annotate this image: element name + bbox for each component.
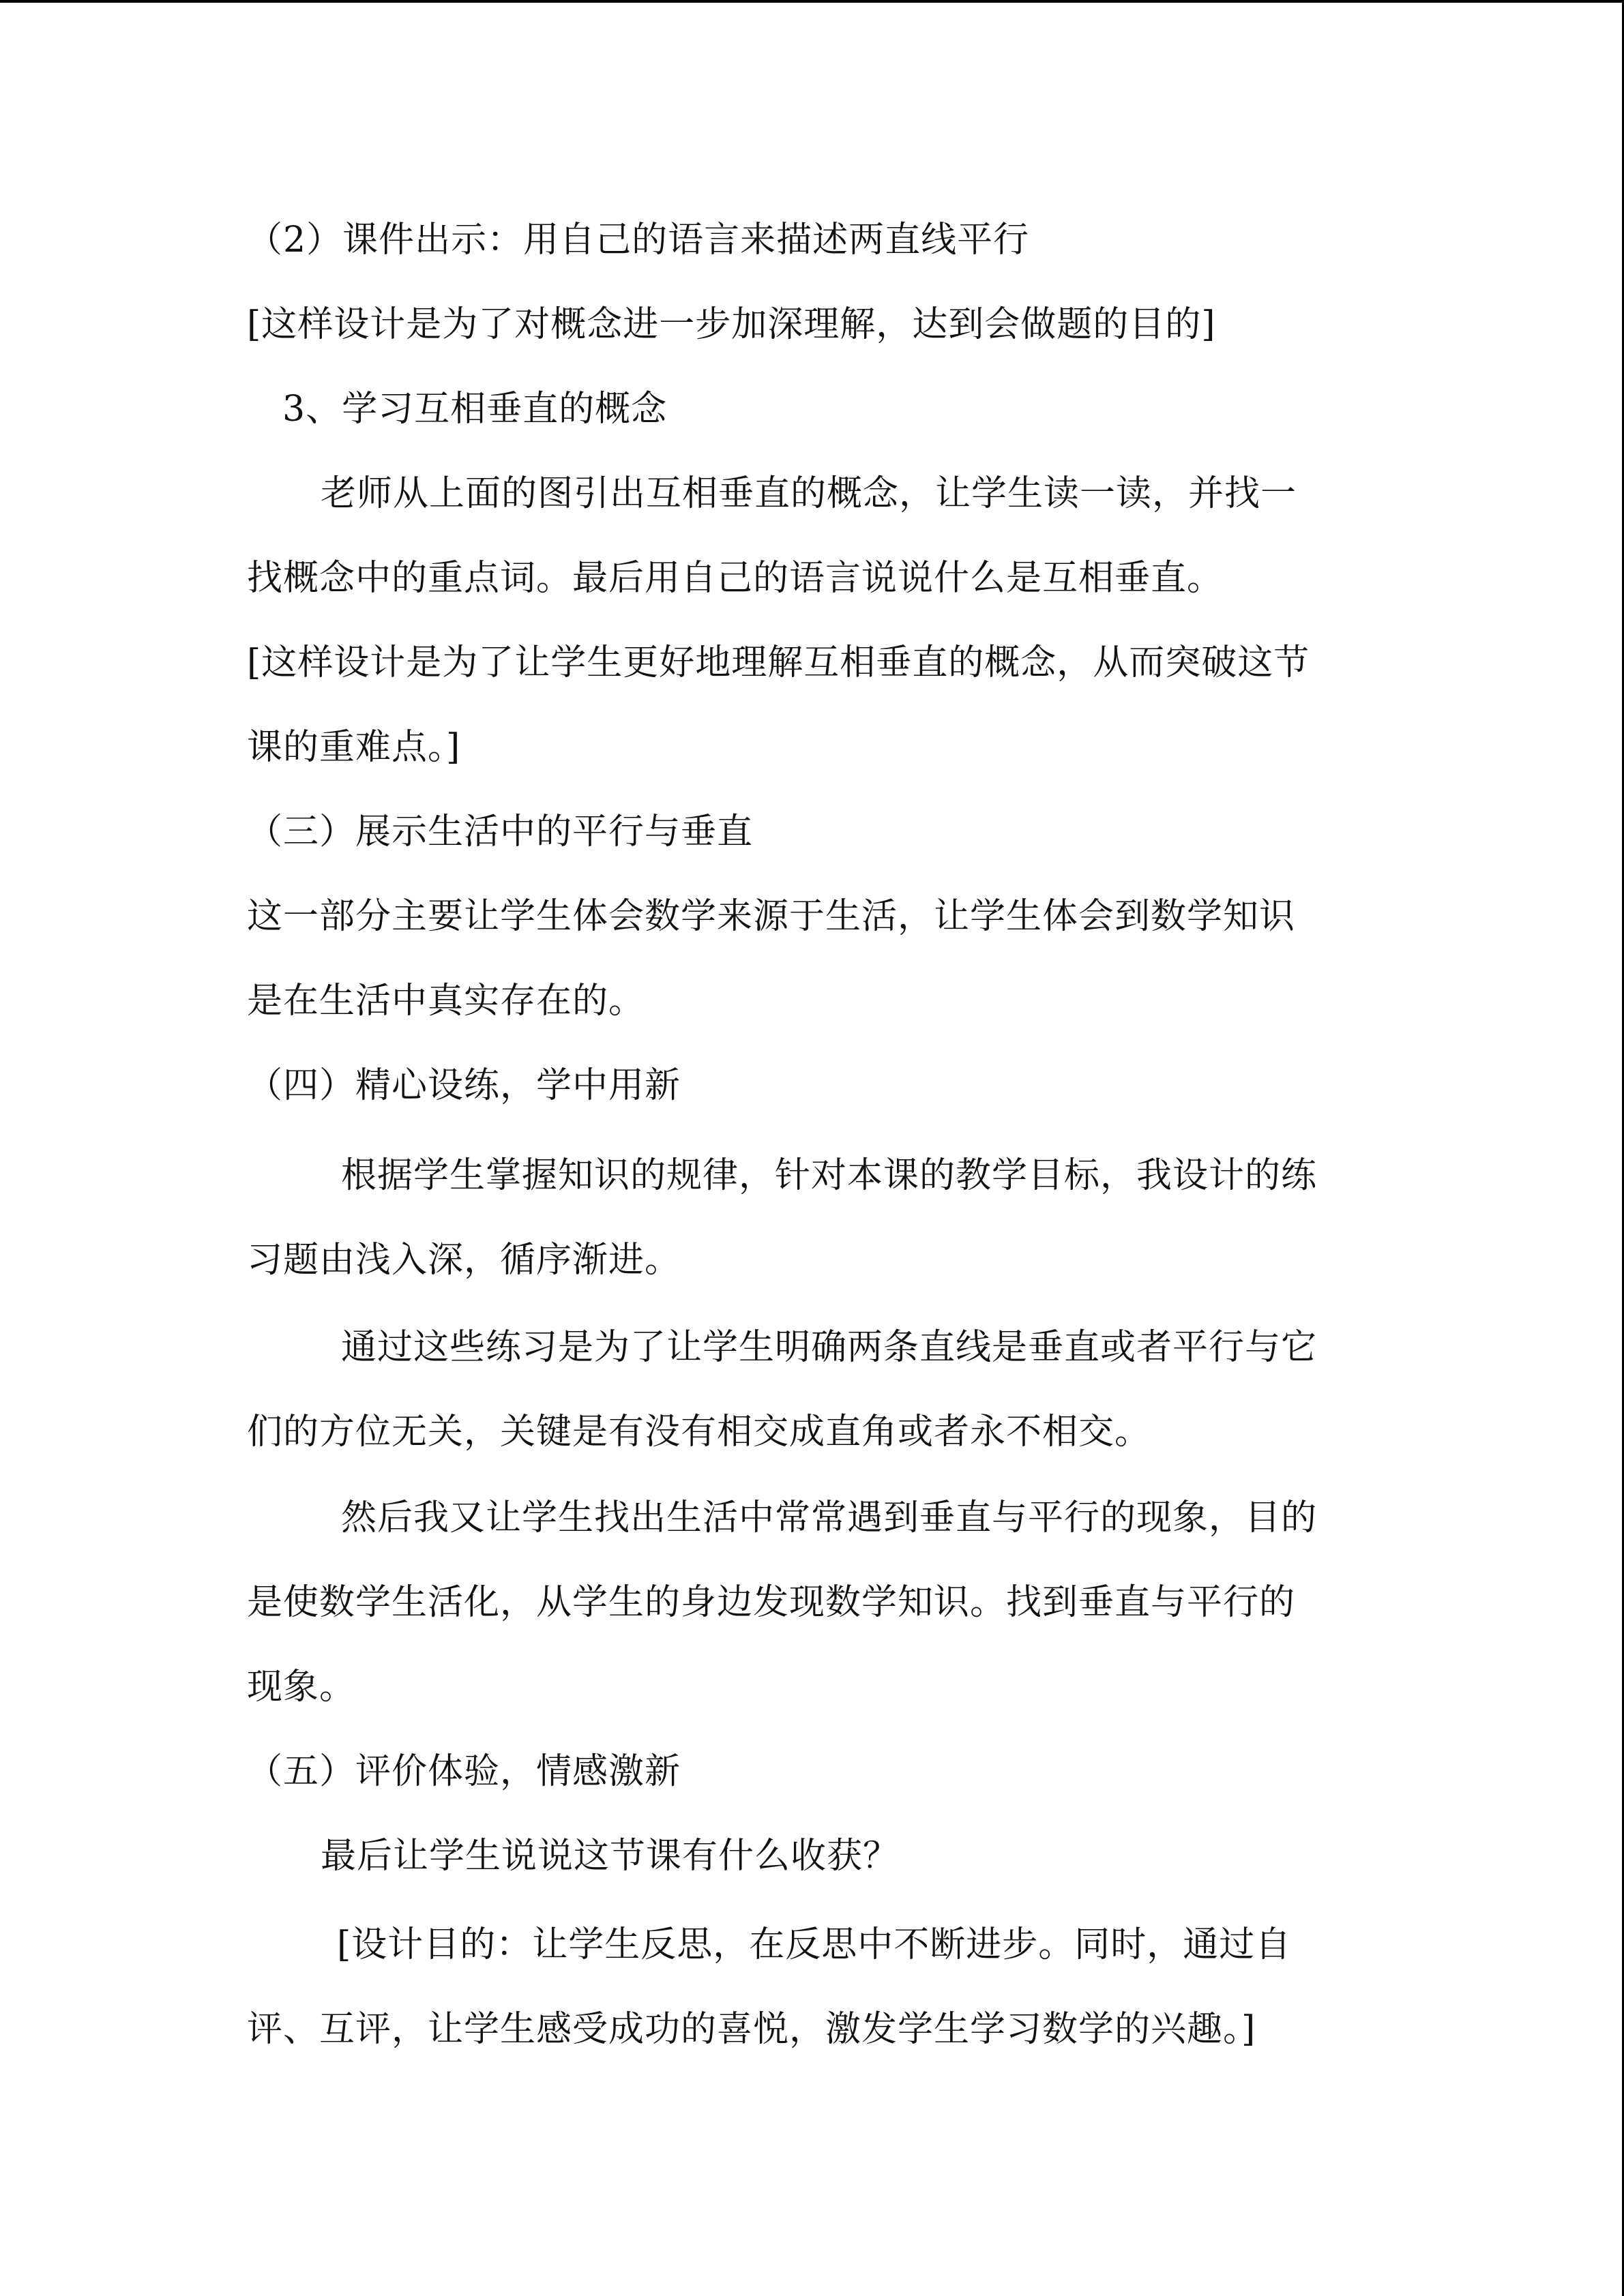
text-line: 这一部分主要让学生体会数学来源于生活，让学生体会到数学知识 [247, 896, 1296, 937]
section-heading: （五）评价体验，情感激新 [247, 1751, 681, 1792]
text-line: 老师从上面的图引出互相垂直的概念，让学生读一读，并找一 [321, 473, 1297, 514]
text-line: 是在生活中真实存在的。 [247, 981, 645, 1022]
text-line: （2）课件出示：用自己的语言来描述两直线平行 [247, 220, 1030, 260]
text-line: 是使数学生活化，从学生的身边发现数学知识。找到垂直与平行的 [247, 1582, 1296, 1623]
page-top-border [0, 0, 1624, 3]
text-line: 找概念中的重点词。最后用自己的语言说说什么是互相垂直。 [247, 558, 1224, 599]
text-line: 课的重难点。] [247, 727, 461, 768]
text-line: 现象。 [247, 1667, 356, 1708]
section-heading: 3、学习互相垂直的概念 [282, 389, 668, 430]
text-line: [这样设计是为了对概念进一步加深理解，达到会做题的目的] [247, 304, 1216, 345]
text-line: [这样设计是为了让学生更好地理解互相垂直的概念，从而突破这节 [247, 642, 1310, 683]
text-line: [设计目的：让学生反思，在反思中不断进步。同时，通过自 [337, 1924, 1292, 1965]
text-line: 们的方位无关，关键是有没有相交成直角或者永不相交。 [247, 1412, 1151, 1452]
section-heading: （三）展示生活中的平行与垂直 [247, 811, 754, 852]
text-line: 习题由浅入深，循序渐进。 [247, 1240, 681, 1281]
text-line: 通过这些练习是为了让学生明确两条直线是垂直或者平行与它 [341, 1327, 1318, 1368]
text-line: 评、互评，让学生感受成功的喜悦，激发学生学习数学的兴趣。] [247, 2009, 1256, 2050]
text-line: 根据学生掌握知识的规律，针对本课的教学目标，我设计的练 [341, 1155, 1318, 1196]
text-line: 然后我又让学生找出生活中常常遇到垂直与平行的现象，目的 [341, 1497, 1318, 1538]
text-line: 最后让学生说说这节课有什么收获？ [321, 1836, 900, 1877]
section-heading: （四）精心设练，学中用新 [247, 1065, 681, 1106]
